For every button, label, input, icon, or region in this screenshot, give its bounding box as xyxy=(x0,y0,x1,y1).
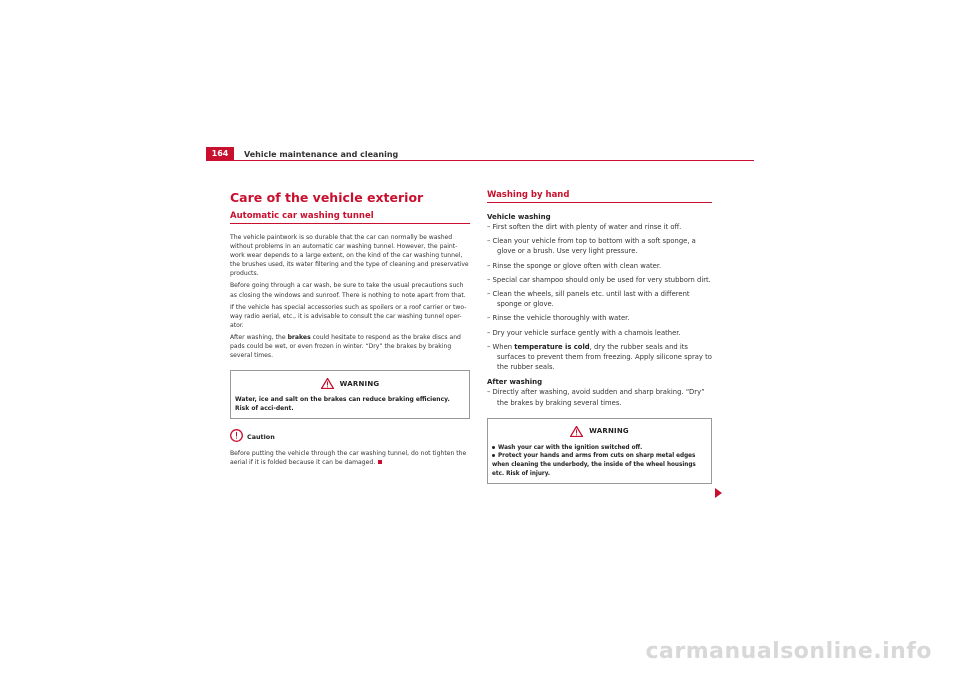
warning-bullet xyxy=(492,452,707,478)
step-item: – Clean your vehicle from top to bottom with a soft sponge, a glove or a brush. Use very light pressure. xyxy=(487,237,696,256)
warning-triangle-icon xyxy=(570,422,583,441)
warning-heading xyxy=(235,374,465,393)
bullet-icon xyxy=(492,454,495,457)
watermark: carmanualsonline.info xyxy=(645,639,932,664)
right-title-wrap xyxy=(487,190,712,203)
section-title: Care of the vehicle exterior xyxy=(230,190,424,205)
bullet-icon xyxy=(492,446,495,449)
warning-label: WARNING xyxy=(339,379,380,388)
warning-heading xyxy=(492,422,707,441)
right-column xyxy=(487,190,712,484)
left-column xyxy=(230,190,470,470)
paragraph-brakes xyxy=(230,333,470,360)
emphasis: brakes xyxy=(287,333,311,341)
next-page-arrow-icon xyxy=(715,483,722,502)
running-head: Vehicle maintenance and cleaning xyxy=(244,150,399,159)
vehicle-washing-label: Vehicle washing xyxy=(487,213,551,221)
text-fragment: After washing, the xyxy=(230,333,288,341)
bullet-text: Protect your hands and arms from cuts on sharp metal edges when cleaning the underbody, the inside of the wheel housings etc. Risk of injury. xyxy=(492,453,696,477)
step-item: – First soften the dirt with plenty of water and rinse it off. xyxy=(487,223,682,231)
text-fragment: – When xyxy=(487,342,515,351)
emphasis: temperature is cold xyxy=(514,342,590,351)
caution-text: Before putting the vehicle through the car washing tunnel, do not tighten the aerial if it is folded because it can be damaged. xyxy=(230,450,467,467)
caution-label: Caution xyxy=(247,432,275,441)
after-washing-label: After washing xyxy=(487,378,543,387)
subtitle-wrap xyxy=(230,211,470,224)
step-item: – Dry your vehicle surface gently with a chamois leather. xyxy=(487,328,681,337)
header-rule xyxy=(206,160,754,161)
caution-heading xyxy=(230,427,470,446)
step-item: – Clean the wheels, sill panels etc. until last with a different sponge or glove. xyxy=(487,290,690,309)
step-item: – Rinse the vehicle thoroughly with water. xyxy=(487,314,630,323)
right-section-title: Washing by hand xyxy=(487,190,570,200)
bullet-text: Wash your car with the ignition switched off. xyxy=(498,444,643,451)
warning-box-right xyxy=(487,418,712,484)
warning-text: Water, ice and salt on the brakes can reduce braking efficiency. Risk of acci-dent. xyxy=(235,396,450,412)
paragraph: Before going through a car wash, be sure to take the usual precautions such as closing the windows and sunroof. There is nothing to note apart from that. xyxy=(230,282,466,299)
text-fragment: , dry the rubber seals and its surfaces to prevent them from freezing. Apply silicone spray to the rubber seals. xyxy=(497,342,712,372)
paragraph: The vehicle paintwork is so durable that the car can normally be washed without problems in an automatic car washing tunnel. However, the paint-work wear depends to a large extent, on the kind of the car washing tunnel, the brushes used, its water filtering and the type of cleaning and preservative products. xyxy=(230,234,469,278)
step-item: – Rinse the sponge or glove often with clean water. xyxy=(487,261,662,270)
page-number: 164 xyxy=(206,147,234,161)
warning-box xyxy=(230,370,470,419)
warning-triangle-icon xyxy=(321,374,334,393)
paragraph: If the vehicle has special accessories such as spoilers or a roof carrier or two-way radio aerial, etc., it is advisable to consult the car washing tunnel oper-ator. xyxy=(230,303,467,329)
caution-icon xyxy=(230,427,243,446)
warning-label: WARNING xyxy=(589,427,629,436)
step-item-cold xyxy=(487,342,712,373)
step-item: – Directly after washing, avoid sudden and sharp braking. “Dry” the brakes by braking several times. xyxy=(487,388,705,407)
text-fragment: could hesitate to respond as the brake discs and pads could be wet, or even frozen in winter. “Dry” the brakes by braking several times. xyxy=(230,333,461,360)
warning-bullet xyxy=(492,444,707,453)
section-subtitle: Automatic car washing tunnel xyxy=(230,211,374,221)
caution-text-wrap xyxy=(230,449,470,467)
step-item: – Special car shampoo should only be used for very stubborn dirt. xyxy=(487,275,711,284)
section-end-icon xyxy=(378,460,382,464)
